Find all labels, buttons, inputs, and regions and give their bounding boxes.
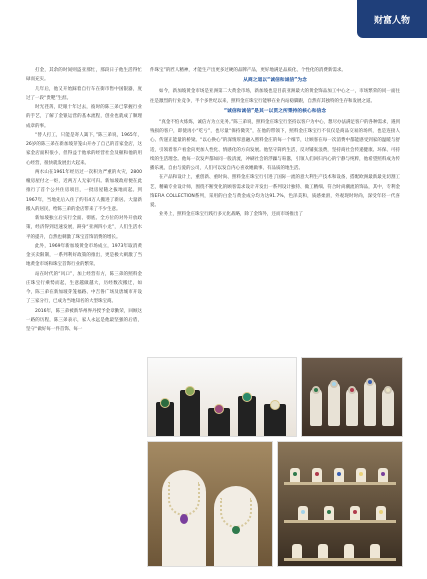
paragraph: 在产品和设计上，重创新、重时尚、照料金庄珠宝行引进了国际一流的意大利生产技术和设备，搭配欧洲最新最先切割工艺，精确专业设计师，围绕不断变化的顾客需求设计开发出一系列设计独特、做工精细、符合时尚潮流的饰品，其中，专利金饰EFIA COLLECTION系列，采用的白金与黄金成分均为达91.7%，色泽美和，质感柔滑，外观现时时尚，深受年轻一代喜爱。: [150, 175, 400, 208]
right-column: [150, 66, 400, 220]
photo-collage: [147, 357, 403, 567]
paragraph: 几年后，他又开始踩着自行车在街市售中国银器，度过了一段“贵靶”生涯。: [26, 86, 142, 101]
jewelry-case-photo: [277, 441, 403, 567]
paragraph: 业务上，照料金庄珠宝行践行多元化战略，除了金饰外，还而市场推出了: [159, 212, 303, 218]
paragraph: “真金不怕火炼炼，诚信方为立先务。”陈三弟说，照料金庄珠宝行坚持以客户为中心，想尽办法满足客户的各种需求，遇到残损的客户，即使再小“吃亏”，也尽量“保持微笑”，在他的带领下，照料金庄珠宝行不仅仅是商品交易的场所，也是连接人心、传递正能量的桥梁。“以心换心”的深情厚意融入照料金庄的每一个细节，让顾客在每一次消费中都能感受到家的温暖与舒适，引领着客户看金向更加人性化、情感化的方向发展。他坚守简约生活，反对铺张浪费，坚持商社会传递健康、环保、可持续的生活理念。他每一次发声都如同一般清流，冲刷社会的浮躁与喧嚣，引领人们回归内心的宁静与纯粹，他希望照料成为传播乐观、自由与爱的公司，人们可以发自内心喜欢她做事、有品质的地生活。: [150, 119, 400, 171]
paragraph: 时光荏苒，眨眼十年过去，彼时的陈三弟已掌握行业的手艺，了解了金银运营的基本流程，创业也就成了顺理成章的事。: [26, 105, 142, 129]
paragraph: 此外，1969年新加坡黄金市场成立，1973年取消黄金买卖限制，一系列利好政策的推出，更是极大刺激了当地黄金市场和珠宝首饰行业的繁荣。: [26, 243, 142, 268]
paragraph: 新加坡独立后实行全面、彻底、全方位的对外开放政策，经济得到迅速发展，跻身“亚洲四小龙”，人们生活水平的提升，自然也刺激了珠宝首饰消费的增长。: [26, 216, 142, 240]
paragraph: 两水山在1961年经历过一次积为严重的火灾，2800幢房屋付之一炬，近两万人无家可归。新加坡政府便在此推行了首个公共住房项目，一批房屋随之拔地而起。到1967年，当地先后入住了约有4万人搬进了新居。大量新搬入的居民，给陈三弟的金店带来了不少生意。: [26, 169, 142, 212]
paragraph: 如今，新加坡黄金市场是亚洲第二大黄金市场，新加坡也是目前亚洲最大的黄金饰品加工中心之一，市场繁荣的同一面往往是激烈的行业竞争，半个多世纪以来，照料金庄珠宝行能够在业内站稳脚跟，自然有其独特的生存和发展之道。: [150, 89, 400, 104]
section-tab: 财富人物: [357, 0, 427, 38]
paragraph: 打金，其余的时间则盗亚那忙，那段日子他生活得忙碌而充实。: [26, 68, 142, 83]
subheading: 从商之道以“诚信和诚信”为念: [243, 78, 307, 84]
ring-stand-photo: [301, 357, 403, 437]
paragraph: “替人打工，只能是寄人篱下，”陈三弟说，1965年，26岁的陈三弟在新加坡芽笼山开办了自己的首家金店，这家金店面积很小，但得益于他承的经营社会及顿和他的用心经营，很快就发展出大起来。: [26, 132, 142, 166]
necklace-bust-photo: [147, 441, 273, 567]
left-column: [26, 66, 142, 334]
paragraph: 站在时代的“风口”，加上经营有方，陈三弟的照料金庄珠宝行乘势而起，生意越做越大，历经数次搬迁，如今，陈三弟在新加坡芽笼福路、中吉鲁广场及唐城市开设了三家分行，已成为当地知名的大型珠宝商。: [26, 271, 142, 305]
paragraph: 2016年，陈三弟被新华州界丹授予金章勤荣，回顾这一路的历程，陈三弟表示，家人永远是他最坚强的后盾，坚守“做好每一件首饰、每一: [26, 308, 142, 332]
paragraph: 件珠宝”的匠人精神，才能生产出更多过硬的品牌产品，更好地满足品质化、个性化的消费新需求。: [150, 68, 346, 73]
subheading: “诚信和诚信”是其一以贯之所秉持的核心和信念: [223, 108, 327, 114]
jewelry-pedestal-photo: [147, 357, 297, 437]
